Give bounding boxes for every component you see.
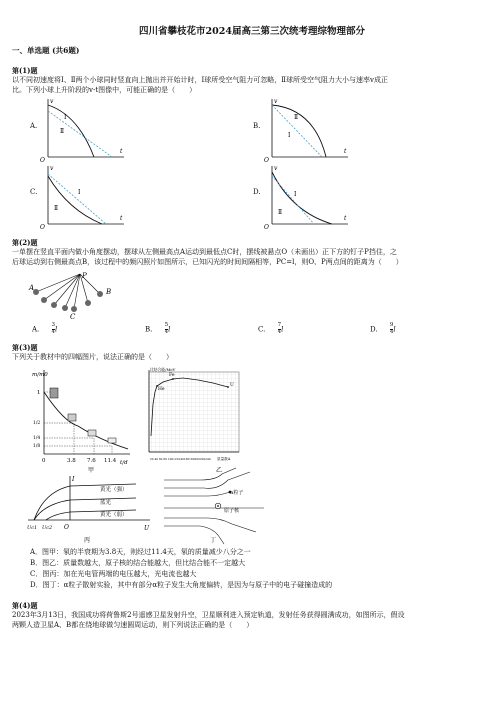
q3-bing-curve1: 黄光（强） [100,487,128,493]
section-heading: 一、单选题 (共6题) [12,46,80,55]
q2-option-c-den: 4 [277,328,282,335]
q3-jia-xtick-1: 3.8 [67,458,76,464]
q2-option-d-den: 4 [389,328,394,335]
q3-yi-label-u: U [230,383,234,388]
q1-d-origin: O [264,224,269,230]
q1-option-b-label[interactable]: B. [253,122,261,130]
q4-stem-line2: 两颗人造卫星A、B都在绕地球做匀速圆周运动，则下列说法正确的是（ ） [12,621,254,629]
q1-option-a-label[interactable]: A. [30,122,38,130]
q2-option-a-den: 4 [51,328,56,335]
q3-yi-xticks: 20 40 60 80 100120140160180200220240 [150,457,211,461]
q2-label-b: B [106,288,112,296]
q3-number: 第(3)题 [12,343,38,352]
q3-yi-ylabel: 比结合能/MeV [150,367,176,372]
q3-ding-scattering-figure [160,466,270,546]
q1-graph-c [38,162,128,230]
q3-jia-caption: 甲 [88,467,95,474]
q2-option-c-unit: l [281,325,284,334]
q3-bing-curve3: 黄光（弱） [100,512,128,518]
q3-jia-xlabel: t/d [120,460,128,466]
q3-bing-photoelectric-figure [24,474,154,544]
q4-stem-line1: 2023年3月13日，我国成功将荷鲁斯2号遥感卫星发射升空，卫星顺利进入预定轨道，发射任务获得圆满成功，如图所示，假设 [12,611,405,619]
q1-a-label-2: Ⅱ [60,128,65,135]
q1-b-axis-v: v [274,98,278,105]
q1-graph-a [38,95,128,163]
q1-b-axis-t: t [344,148,347,155]
q3-yi-binding-energy-figure [143,366,243,462]
q1-d-axis-v: v [274,165,278,172]
q3-bing-origin: O [64,524,69,531]
q3-jia-ytick-eighth: 1/8 [33,444,41,449]
q3-bing-curve2: 蓝光 [100,500,112,506]
q3-stem-line1: 下列关于教材中的四幅图片，说法正确的是（ ） [12,353,173,361]
q1-option-c-label[interactable]: C. [30,188,38,196]
q2-option-b[interactable] [145,323,170,336]
q2-stem-line2: 后球运动到右侧最高点B，该过程中的频闪照片如图所示，已知闪光的时间间隔相等，PC=l，则O、P两点间的距离为（ ） [12,258,403,266]
q1-stem-line1: 以不同初速度将Ⅰ、Ⅱ两个小球同时竖直向上抛出并开始计时，Ⅰ球所受空气阻力可忽略，Ⅱ球所受空气阻力大小与速率v成正 [12,76,388,84]
q1-number: 第(1)题 [12,66,38,75]
q2-option-a[interactable] [32,323,57,336]
q3-option-d[interactable]: D．图丁：α粒子散射实验，其中有部分α粒子发生大角度偏转，是因为与原子中的电子碰撞造成的 [30,581,333,589]
q1-a-axis-t: t [120,148,123,155]
q1-a-origin: O [40,157,45,163]
q2-pendulum-figure [28,270,128,320]
q2-option-a-label: A. [32,325,40,334]
q3-jia-ytick-half: 1/2 [33,421,41,426]
q2-label-c: C [70,313,76,320]
q2-option-b-num: 5 [164,322,169,328]
q3-option-b[interactable]: B．图乙：质量数越大，原子核的结合能越大，但比结合能不一定越大 [30,559,246,567]
q1-graph-b [262,95,352,163]
q2-option-a-num: 3 [51,322,56,328]
q2-option-c-num: 7 [277,322,282,328]
q2-stem-line1: 一单摆在竖直平面内做小角度摆动，摆球从左侧最高点A运动到最低点C时，摆线被悬点O（未画出）正下方的钉子P挡住，之 [12,248,397,256]
q3-jia-decay-figure [30,366,134,474]
q2-option-b-label: B. [145,325,153,334]
q2-label-a: A [29,284,35,292]
q3-bing-uc2: Uc2 [42,525,53,531]
q3-yi-label-he: He [158,387,165,392]
q3-jia-ytick-quarter: 1/4 [33,436,41,441]
q3-jia-xtick-3: 11.4 [104,458,117,464]
q3-option-c[interactable]: C．图丙：加在光电管两端的电压越大，光电流也越大 [30,570,197,578]
q1-c-axis-t: t [120,215,123,222]
q2-option-c-label: C. [258,325,266,334]
q2-option-d[interactable] [370,323,396,336]
q1-a-axis-v: v [50,98,54,105]
q3-yi-label-fe: Fe [169,373,175,378]
q2-option-d-label: D. [370,325,378,334]
q2-option-b-den: 4 [164,328,169,335]
q3-yi-xlabel: 质量数A [217,457,231,461]
q1-c-label-1: Ⅰ [78,189,81,196]
q1-b-label-1: Ⅰ [288,132,291,139]
q1-stem-line2: 比。下列小球上升阶段的v-t图像中，可能正确的是（ ） [12,86,197,94]
q2-option-d-num: 9 [389,322,394,328]
q1-b-origin: O [264,157,269,163]
q1-d-label-2: Ⅱ [278,209,283,216]
q3-jia-xtick-0: 0 [42,458,46,464]
q2-option-a-unit: l [55,325,58,334]
q3-ding-caption: 丁 [210,537,217,544]
q3-bing-xlabel: U [144,525,150,532]
q1-d-axis-t: t [344,215,347,222]
q4-number: 第(4)题 [12,601,38,610]
q1-option-d-label[interactable]: D. [253,188,261,196]
q3-jia-xtick-2: 7.6 [87,458,96,464]
q1-a-label-1: Ⅰ [64,114,67,121]
page-title: 四川省攀枝花市2024届高三第三次统考理综物理部分 [139,26,365,37]
q3-bing-ylabel: I [72,476,75,483]
q3-ding-top-label: 乙 [216,467,223,474]
q3-jia-ytick-1: 1 [37,390,41,396]
q1-b-label-2: Ⅱ [294,114,299,121]
q3-jia-ylabel: m/m0 [32,372,48,378]
q2-label-p: P [82,272,87,280]
q1-d-label-1: Ⅰ [294,191,297,198]
q1-graph-d [262,162,352,230]
q3-bing-uc1: Uc1 [27,525,38,531]
q1-c-label-2: Ⅱ [54,205,59,212]
q3-ding-nucleus-label: 原子核 [224,508,240,514]
q3-bing-caption: 丙 [84,537,91,544]
q2-option-b-unit: l [168,325,171,334]
q1-c-axis-v: v [50,165,54,172]
q1-c-origin: O [40,224,45,230]
q2-option-d-unit: l [393,325,396,334]
q3-option-a[interactable]: A．图甲：氡的半衰期为3.8天，则经过11.4天，氡的质量减少八分之一 [30,548,251,556]
q2-number: 第(2)题 [12,238,38,247]
q2-option-c[interactable] [258,323,283,336]
q3-ding-particle-label: α粒子 [230,490,244,496]
